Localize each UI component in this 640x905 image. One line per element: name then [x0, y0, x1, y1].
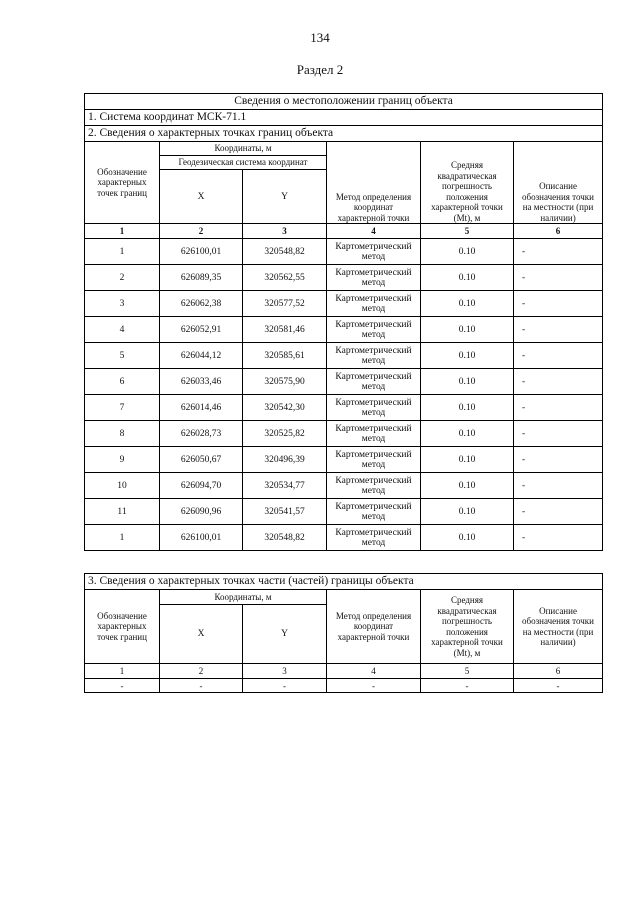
table-row [85, 473, 603, 499]
description-cell: - [514, 291, 603, 317]
method-cell: Картометрический метод [327, 239, 421, 265]
description-cell: - [514, 369, 603, 395]
empty-cell: - [514, 679, 603, 693]
header-designation: Обозначение характерных точек границ [85, 142, 160, 224]
method-cell: Картометрический метод [327, 369, 421, 395]
point-number: 2 [85, 265, 160, 291]
part-points-table [84, 573, 603, 693]
column-number: 3 [243, 224, 327, 239]
column-number: 3 [243, 664, 327, 679]
header-rms: Средняя квадратическая погрешность положения характерной точки (Mt), м [421, 590, 514, 664]
coord-y: 320575,90 [243, 369, 327, 395]
coord-x: 626100,01 [160, 525, 243, 551]
points-section-heading: 2. Сведения о характерных точках границ объекта [85, 126, 603, 142]
method-cell: Картометрический метод [327, 499, 421, 525]
rms-cell: 0.10 [421, 317, 514, 343]
description-cell: - [514, 447, 603, 473]
method-cell: Картометрический метод [327, 343, 421, 369]
header-x: X [160, 605, 243, 664]
description-cell: - [514, 525, 603, 551]
column-number: 1 [85, 224, 160, 239]
table-row [85, 239, 603, 265]
coord-x: 626052,91 [160, 317, 243, 343]
column-number: 1 [85, 664, 160, 679]
coord-x: 626028,73 [160, 421, 243, 447]
header-description: Описание обозначения точки на местности (при наличии) [514, 590, 603, 664]
rms-cell: 0.10 [421, 421, 514, 447]
method-cell: Картометрический метод [327, 447, 421, 473]
coord-y: 320548,82 [243, 525, 327, 551]
coord-x: 626014,46 [160, 395, 243, 421]
coord-x: 626089,35 [160, 265, 243, 291]
rms-cell: 0.10 [421, 343, 514, 369]
rms-cell: 0.10 [421, 395, 514, 421]
method-cell: Картометрический метод [327, 317, 421, 343]
point-number: 1 [85, 239, 160, 265]
coord-y: 320577,52 [243, 291, 327, 317]
description-cell: - [514, 239, 603, 265]
method-cell: Картометрический метод [327, 525, 421, 551]
part-section-heading: 3. Сведения о характерных точках части (частей) границы объекта [85, 574, 603, 590]
method-cell: Картометрический метод [327, 265, 421, 291]
method-cell: Картометрический метод [327, 395, 421, 421]
column-number: 2 [160, 224, 243, 239]
rms-cell: 0.10 [421, 265, 514, 291]
rms-cell: 0.10 [421, 499, 514, 525]
coord-y: 320585,61 [243, 343, 327, 369]
column-number: 2 [160, 664, 243, 679]
point-number: 1 [85, 525, 160, 551]
column-number: 5 [421, 224, 514, 239]
table-row [85, 525, 603, 551]
coord-x: 626033,46 [160, 369, 243, 395]
rms-cell: 0.10 [421, 291, 514, 317]
empty-cell: - [421, 679, 514, 693]
method-cell: Картометрический метод [327, 291, 421, 317]
table-row [85, 447, 603, 473]
header-designation: Обозначение характерных точек границ [85, 590, 160, 664]
table-row [85, 369, 603, 395]
column-number: 6 [514, 664, 603, 679]
table-title: Сведения о местоположении границ объекта [85, 94, 603, 110]
point-number: 4 [85, 317, 160, 343]
description-cell: - [514, 343, 603, 369]
empty-cell: - [243, 679, 327, 693]
header-geodetic: Геодезическая система координат [160, 156, 327, 170]
page-number: 134 [310, 30, 330, 45]
coord-x: 626050,67 [160, 447, 243, 473]
rms-cell: 0.10 [421, 239, 514, 265]
coord-y: 320581,46 [243, 317, 327, 343]
point-number: 3 [85, 291, 160, 317]
description-cell: - [514, 499, 603, 525]
section-title: Раздел 2 [296, 62, 344, 77]
coord-system-row: 1. Система координат МСК-71.1 [85, 110, 603, 126]
coord-y: 320542,30 [243, 395, 327, 421]
description-cell: - [514, 421, 603, 447]
method-cell: Картометрический метод [327, 473, 421, 499]
description-cell: - [514, 265, 603, 291]
rms-cell: 0.10 [421, 473, 514, 499]
table-row [85, 421, 603, 447]
column-number: 4 [327, 224, 421, 239]
rms-cell: 0.10 [421, 525, 514, 551]
empty-cell: - [85, 679, 160, 693]
header-y: Y [243, 605, 327, 664]
coord-x: 626062,38 [160, 291, 243, 317]
boundary-table [84, 93, 603, 551]
header-method: Метод определения координат характерной точки [327, 590, 421, 664]
table-row [85, 499, 603, 525]
table-row [85, 395, 603, 421]
point-number: 9 [85, 447, 160, 473]
coord-y: 320534,77 [243, 473, 327, 499]
point-number: 11 [85, 499, 160, 525]
header-coordinates: Координаты, м [160, 142, 327, 156]
coord-y: 320548,82 [243, 239, 327, 265]
header-x: X [160, 170, 243, 224]
coord-x: 626090,96 [160, 499, 243, 525]
header-method: Метод определения координат характерной точки [327, 142, 421, 224]
coord-x: 626094,70 [160, 473, 243, 499]
coord-x: 626044,12 [160, 343, 243, 369]
point-number: 8 [85, 421, 160, 447]
description-cell: - [514, 473, 603, 499]
empty-cell: - [327, 679, 421, 693]
point-number: 10 [85, 473, 160, 499]
header-description: Описание обозначения точки на местности (при наличии) [514, 142, 603, 224]
point-number: 6 [85, 369, 160, 395]
coord-y: 320541,57 [243, 499, 327, 525]
header-coordinates: Координаты, м [160, 590, 327, 605]
method-cell: Картометрический метод [327, 421, 421, 447]
coord-y: 320562,55 [243, 265, 327, 291]
coord-y: 320525,82 [243, 421, 327, 447]
column-number: 4 [327, 664, 421, 679]
table-row [85, 291, 603, 317]
point-number: 5 [85, 343, 160, 369]
rms-cell: 0.10 [421, 369, 514, 395]
table-row [85, 343, 603, 369]
table-row [85, 317, 603, 343]
coord-x: 626100,01 [160, 239, 243, 265]
column-number: 5 [421, 664, 514, 679]
coord-y: 320496,39 [243, 447, 327, 473]
header-y: Y [243, 170, 327, 224]
table-row [85, 265, 603, 291]
description-cell: - [514, 317, 603, 343]
column-number: 6 [514, 224, 603, 239]
rms-cell: 0.10 [421, 447, 514, 473]
point-number: 7 [85, 395, 160, 421]
empty-cell: - [160, 679, 243, 693]
description-cell: - [514, 395, 603, 421]
header-rms: Средняя квадратическая погрешность положения характерной точки (Mt), м [421, 142, 514, 224]
